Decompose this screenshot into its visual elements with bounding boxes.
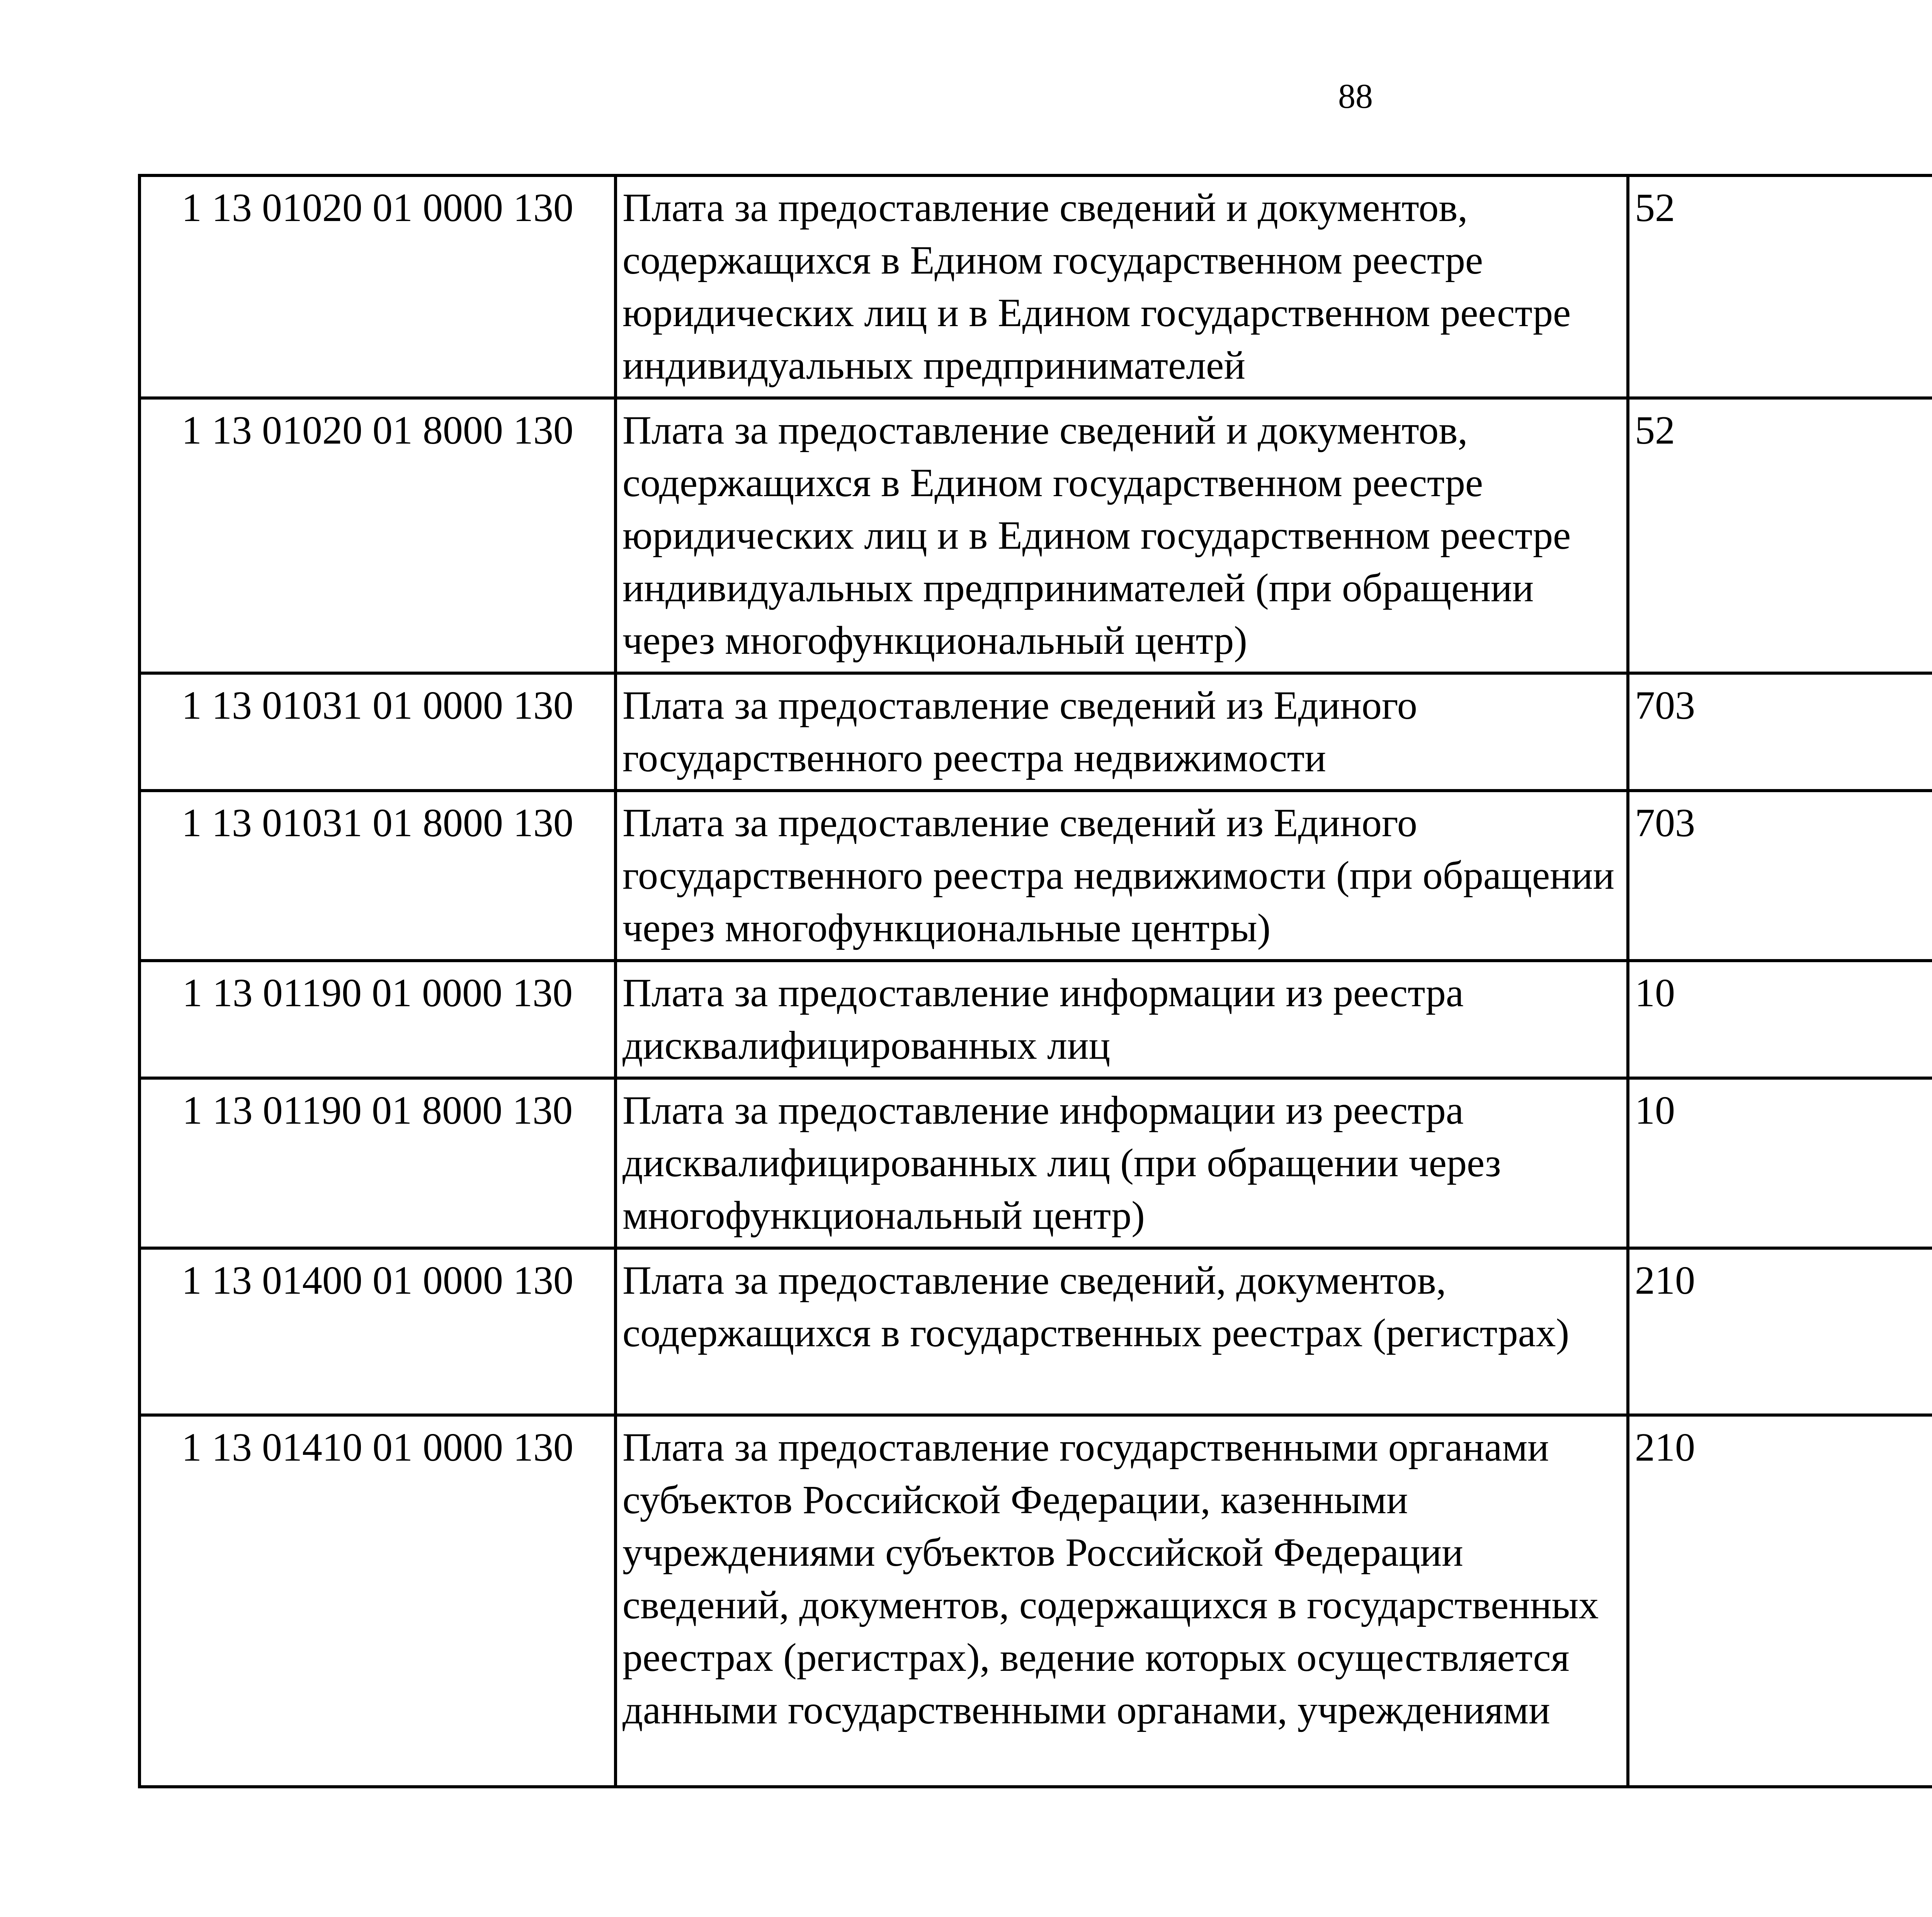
revenue-name-cell: Плата за предоставление сведений, документов, содержащихся в государственных реестрах (регистрах) xyxy=(616,1248,1628,1415)
value-cell-1: 10 xyxy=(1628,961,1932,1078)
page-number: 88 xyxy=(1338,77,1373,116)
revenue-name-cell: Плата за предоставление сведений и документов, содержащихся в Едином государственном реестре юридических лиц и в Едином государственном реестре индивидуальных предпринимателей (при обращении через многофункциональный центр) xyxy=(616,398,1628,673)
table-row xyxy=(139,1415,1932,1787)
table-row xyxy=(139,791,1932,961)
revenue-name-cell: Плата за предоставление государственными органами субъектов Российской Федерации, казенными учреждениями субъектов Российской Федерации сведений, документов, содержащихся в государственных реестрах (регистрах), ведение которых осуществляется данными государственными органами, учреждениями xyxy=(616,1415,1628,1787)
table-row xyxy=(139,398,1932,673)
table-row xyxy=(139,1248,1932,1415)
revenue-name-cell: Плата за предоставление информации из реестра дисквалифицированных лиц (при обращении через многофункциональный центр) xyxy=(616,1078,1628,1248)
value-cell-1: 10 xyxy=(1628,1078,1932,1248)
table-row xyxy=(139,673,1932,791)
value-cell-1: 210 xyxy=(1628,1248,1932,1415)
budget-code-cell: 1 13 01020 01 0000 130 xyxy=(139,175,616,398)
budget-table xyxy=(138,174,1932,1788)
value-cell-1: 210 xyxy=(1628,1415,1932,1787)
budget-code-cell: 1 13 01190 01 0000 130 xyxy=(139,961,616,1078)
budget-code-cell: 1 13 01020 01 8000 130 xyxy=(139,398,616,673)
table-row xyxy=(139,175,1932,398)
revenue-name-cell: Плата за предоставление информации из реестра дисквалифицированных лиц xyxy=(616,961,1628,1078)
table-row xyxy=(139,961,1932,1078)
budget-code-cell: 1 13 01031 01 0000 130 xyxy=(139,673,616,791)
value-cell-1: 703 xyxy=(1628,791,1932,961)
value-cell-1: 52 xyxy=(1628,175,1932,398)
revenue-name-cell: Плата за предоставление сведений из Единого государственного реестра недвижимости (при обращении через многофункциональные центры) xyxy=(616,791,1628,961)
budget-code-cell: 1 13 01400 01 0000 130 xyxy=(139,1248,616,1415)
budget-code-cell: 1 13 01031 01 8000 130 xyxy=(139,791,616,961)
value-cell-1: 703 xyxy=(1628,673,1932,791)
value-cell-1: 52 xyxy=(1628,398,1932,673)
revenue-name-cell: Плата за предоставление сведений из Единого государственного реестра недвижимости xyxy=(616,673,1628,791)
revenue-name-cell: Плата за предоставление сведений и документов, содержащихся в Едином государственном реестре юридических лиц и в Едином государственном реестре индивидуальных предпринимателей xyxy=(616,175,1628,398)
table-row xyxy=(139,1078,1932,1248)
budget-code-cell: 1 13 01190 01 8000 130 xyxy=(139,1078,616,1248)
budget-code-cell: 1 13 01410 01 0000 130 xyxy=(139,1415,616,1787)
